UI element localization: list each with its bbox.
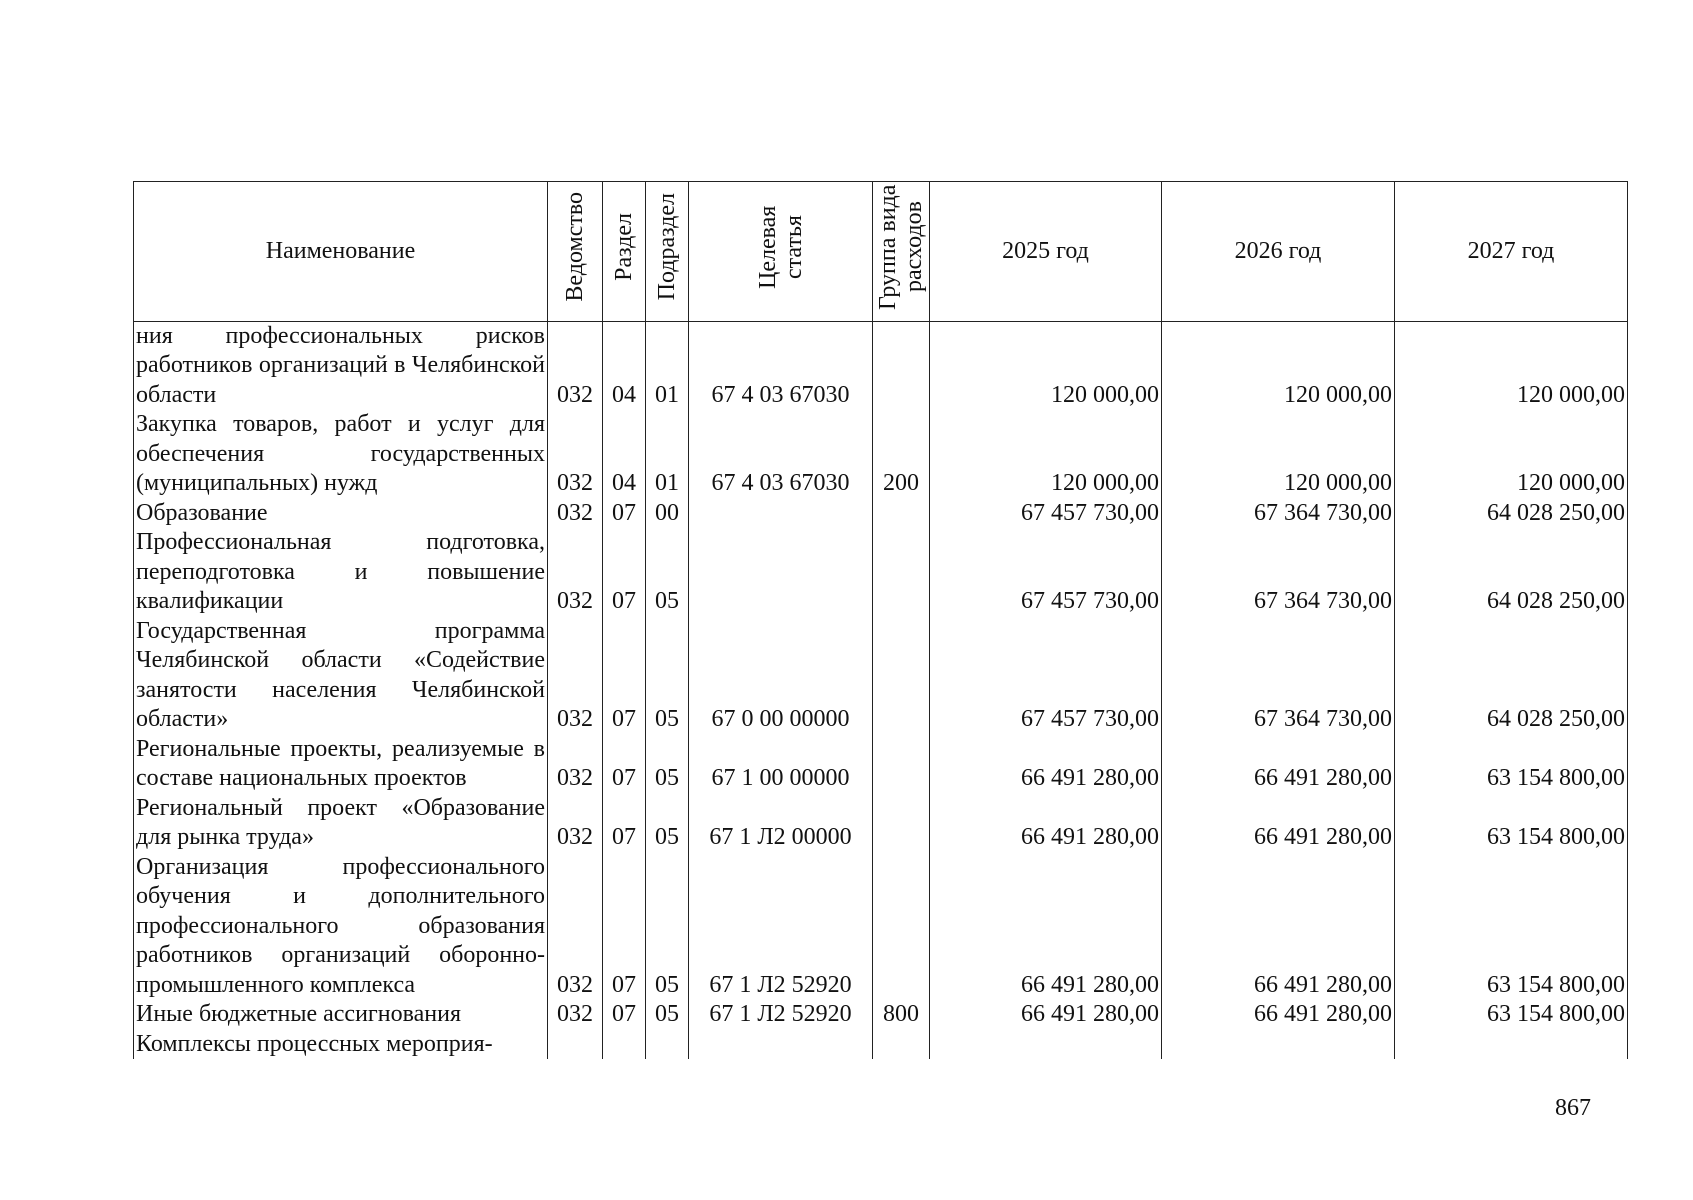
row-subsection [646,1030,689,1060]
row-subsection: 01 [646,321,689,410]
header-section [603,182,646,322]
row-target-article [689,499,873,529]
row-expense-group [873,735,930,794]
row-target-article: 67 1 Л2 52920 [689,853,873,1001]
row-section: 07 [603,1000,646,1030]
row-expense-group [873,1030,930,1060]
header-target-article [689,182,873,322]
row-section: 07 [603,853,646,1001]
row-amount-2027 [1395,1030,1628,1060]
row-amount-2025: 120 000,00 [930,321,1162,410]
row-section: 07 [603,499,646,529]
row-section [603,1030,646,1060]
row-amount-2025: 66 491 280,00 [930,735,1162,794]
row-amount-2025 [930,1030,1162,1060]
row-target-article: 67 4 03 67030 [689,321,873,410]
row-amount-2026: 66 491 280,00 [1162,853,1395,1001]
row-amount-2025: 120 000,00 [930,410,1162,499]
header-expense-group [873,182,930,322]
row-amount-2026 [1162,1030,1395,1060]
row-name: Профессиональная подготовка, переподготовка и повышение квалификации [134,528,548,617]
table-row [134,735,1628,794]
row-subsection: 05 [646,1000,689,1030]
row-subsection: 01 [646,410,689,499]
row-expense-group [873,794,930,853]
row-department: 032 [548,499,603,529]
row-amount-2027: 63 154 800,00 [1395,794,1628,853]
table-row [134,617,1628,735]
row-expense-group [873,499,930,529]
row-target-article: 67 1 Л2 52920 [689,1000,873,1030]
row-target-article: 67 1 Л2 00000 [689,794,873,853]
table-header-row [134,182,1628,322]
table-body [134,321,1628,1059]
row-subsection: 00 [646,499,689,529]
row-amount-2027: 120 000,00 [1395,410,1628,499]
row-amount-2025: 67 457 730,00 [930,528,1162,617]
row-amount-2026: 67 364 730,00 [1162,499,1395,529]
header-name: Наименование [134,182,548,322]
row-amount-2027: 63 154 800,00 [1395,735,1628,794]
header-target-article-label: Целевая статья [754,205,807,289]
table-row [134,794,1628,853]
row-subsection: 05 [646,528,689,617]
row-expense-group [873,321,930,410]
table-row [134,410,1628,499]
row-amount-2025: 67 457 730,00 [930,617,1162,735]
header-subsection-label: Подраздел [654,193,680,301]
row-name: Комплексы процессных мероприя- [134,1030,548,1060]
row-amount-2027: 64 028 250,00 [1395,499,1628,529]
row-amount-2026: 66 491 280,00 [1162,794,1395,853]
row-section: 07 [603,528,646,617]
table-row [134,1030,1628,1060]
header-year-2027: 2027 год [1395,182,1628,322]
row-subsection: 05 [646,794,689,853]
row-amount-2026: 120 000,00 [1162,410,1395,499]
row-expense-group: 200 [873,410,930,499]
row-section: 07 [603,735,646,794]
row-department: 032 [548,735,603,794]
row-section: 07 [603,617,646,735]
row-amount-2027: 63 154 800,00 [1395,1000,1628,1030]
row-subsection: 05 [646,735,689,794]
row-subsection: 05 [646,853,689,1001]
row-target-article: 67 0 00 00000 [689,617,873,735]
row-target-article: 67 1 00 00000 [689,735,873,794]
table-row [134,499,1628,529]
row-expense-group: 800 [873,1000,930,1030]
row-name: Региональные проекты, реализуемые в составе национальных проектов [134,735,548,794]
row-name: Закупка товаров, работ и услуг для обеспечения государственных (муниципальных) нужд [134,410,548,499]
header-section-label: Раздел [611,213,637,281]
header-year-2025: 2025 год [930,182,1162,322]
row-department [548,1030,603,1060]
row-name: ния профессиональных рисков работников организаций в Челябинской области [134,321,548,410]
row-amount-2027: 64 028 250,00 [1395,528,1628,617]
row-name: Региональный проект «Образование для рынка труда» [134,794,548,853]
header-year-2026: 2026 год [1162,182,1395,322]
row-name: Образование [134,499,548,529]
row-department: 032 [548,321,603,410]
table-row [134,528,1628,617]
row-expense-group [873,617,930,735]
row-target-article [689,528,873,617]
header-expense-group-label: Группа вида расходов [875,184,927,310]
row-department: 032 [548,1000,603,1030]
row-amount-2025: 66 491 280,00 [930,853,1162,1001]
row-section: 07 [603,794,646,853]
row-expense-group [873,853,930,1001]
row-amount-2027: 120 000,00 [1395,321,1628,410]
row-amount-2027: 64 028 250,00 [1395,617,1628,735]
row-amount-2026: 120 000,00 [1162,321,1395,410]
row-department: 032 [548,794,603,853]
row-name: Иные бюджетные ассигнования [134,1000,548,1030]
table-row [134,1000,1628,1030]
row-department: 032 [548,410,603,499]
table-row [134,321,1628,410]
row-department: 032 [548,528,603,617]
row-target-article: 67 4 03 67030 [689,410,873,499]
table-row [134,853,1628,1001]
row-amount-2025: 67 457 730,00 [930,499,1162,529]
row-amount-2026: 67 364 730,00 [1162,617,1395,735]
header-subsection [646,182,689,322]
row-amount-2027: 63 154 800,00 [1395,853,1628,1001]
row-amount-2025: 66 491 280,00 [930,794,1162,853]
row-amount-2025: 66 491 280,00 [930,1000,1162,1030]
row-department: 032 [548,853,603,1001]
row-section: 04 [603,410,646,499]
row-subsection: 05 [646,617,689,735]
page-number: 867 [1555,1095,1591,1121]
header-department [548,182,603,322]
row-name: Государственная программа Челябинской области «Содействие занятости населения Челябинской области» [134,617,548,735]
row-amount-2026: 66 491 280,00 [1162,735,1395,794]
row-target-article [689,1030,873,1060]
row-name: Организация профессионального обучения и дополнительного профессионального образования работников организаций оборонно-промышленного комплекса [134,853,548,1001]
row-amount-2026: 67 364 730,00 [1162,528,1395,617]
budget-table [133,181,1628,1059]
row-department: 032 [548,617,603,735]
row-expense-group [873,528,930,617]
row-section: 04 [603,321,646,410]
row-amount-2026: 66 491 280,00 [1162,1000,1395,1030]
header-department-label: Ведомство [562,192,588,302]
